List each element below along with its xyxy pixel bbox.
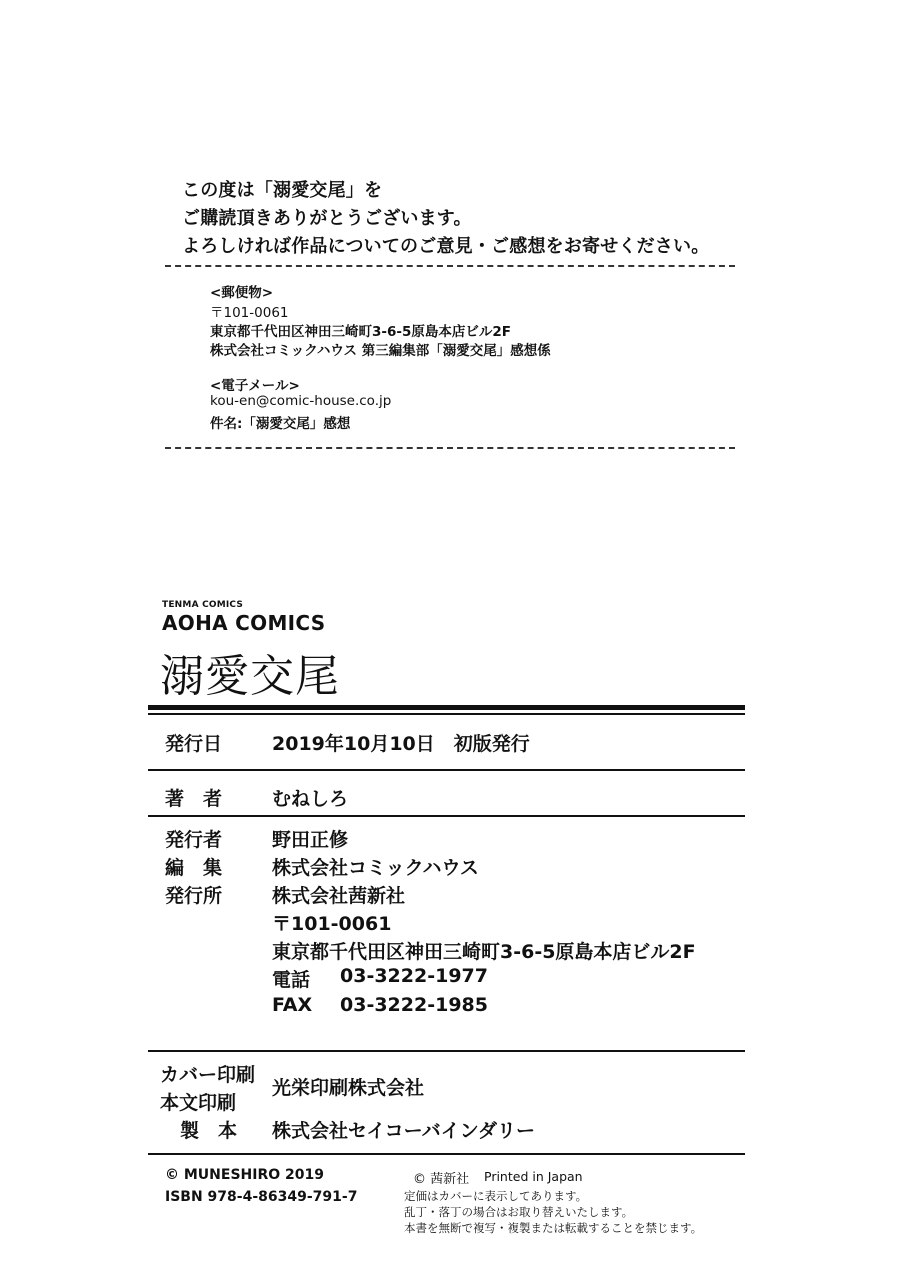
author-value: むねしろ — [272, 788, 349, 810]
printed-in: Printed in Japan — [484, 1169, 583, 1184]
imprint-small-label: TENMA COMICS — [162, 600, 244, 610]
row-divider-2 — [148, 815, 745, 817]
note-copyright: 本書を無断で複写・複製または転載することを禁じます。 — [404, 1221, 703, 1235]
fax-label: FAX — [272, 994, 313, 1016]
dashed-divider-bottom — [165, 447, 735, 449]
publisher-label: 発行所 — [165, 885, 223, 907]
mail-postal: 〒101-0061 — [210, 305, 289, 321]
editor-label: 編 集 — [165, 857, 223, 879]
cover-print-label: カバー印刷 — [160, 1064, 256, 1086]
publisher-postal: 〒101-0061 — [272, 913, 392, 935]
email-address[interactable]: kou-en@comic-house.co.jp — [210, 393, 392, 409]
note-price: 定価はカバーに表示してあります。 — [404, 1189, 588, 1203]
publisher-person-label: 発行者 — [165, 829, 223, 851]
publisher-mark: © 茜新社 — [413, 1172, 470, 1187]
fax-value: 03-3222-1985 — [340, 994, 488, 1016]
publisher-value: 株式会社茜新社 — [272, 885, 406, 907]
copyright: © MUNESHIRO 2019 — [165, 1167, 324, 1183]
title-rule-thick — [148, 705, 745, 710]
email-heading: <電子メール> — [210, 378, 300, 394]
mail-recipient: 株式会社コミックハウス 第三編集部「溺愛交尾」感想係 — [210, 343, 551, 359]
row-divider-4 — [148, 1153, 745, 1155]
row-divider-1 — [148, 769, 745, 771]
tel-value: 03-3222-1977 — [340, 965, 488, 987]
note-exchange: 乱丁・落丁の場合はお取り替えいたします。 — [404, 1205, 634, 1219]
body-print-label: 本文印刷 — [160, 1092, 237, 1114]
imprint-label: AOHA COMICS — [162, 611, 326, 635]
printer-value: 光栄印刷株式会社 — [272, 1077, 425, 1099]
dashed-divider-top — [165, 265, 735, 267]
author-label: 著 者 — [165, 788, 223, 810]
tel-label: 電話 — [272, 969, 311, 991]
row-divider-3 — [148, 1050, 745, 1052]
title-rule-thin — [148, 713, 745, 715]
publisher-person-value: 野田正修 — [272, 829, 349, 851]
editor-value: 株式会社コミックハウス — [272, 857, 479, 879]
intro-line-2: ご購読頂きありがとうございます。 — [182, 208, 472, 229]
intro-line-1: この度は「溺愛交尾」を — [182, 180, 383, 201]
issue-date-label: 発行日 — [165, 733, 223, 755]
isbn: ISBN 978-4-86349-791-7 — [165, 1189, 358, 1205]
intro-line-3: よろしければ作品についてのご意見・ご感想をお寄せください。 — [182, 236, 710, 257]
binding-value: 株式会社セイコーバインダリー — [272, 1120, 535, 1142]
email-subject: 件名:「溺愛交尾」感想 — [210, 416, 351, 432]
mail-heading: <郵便物> — [210, 285, 274, 301]
book-title: 溺愛交尾 — [160, 651, 340, 702]
mail-address: 東京都千代田区神田三崎町3-6-5原島本店ビル2F — [210, 324, 512, 340]
publisher-address: 東京都千代田区神田三崎町3-6-5原島本店ビル2F — [272, 941, 696, 963]
issue-date-value: 2019年10月10日 初版発行 — [272, 733, 530, 755]
binding-label: 製 本 — [180, 1120, 238, 1142]
